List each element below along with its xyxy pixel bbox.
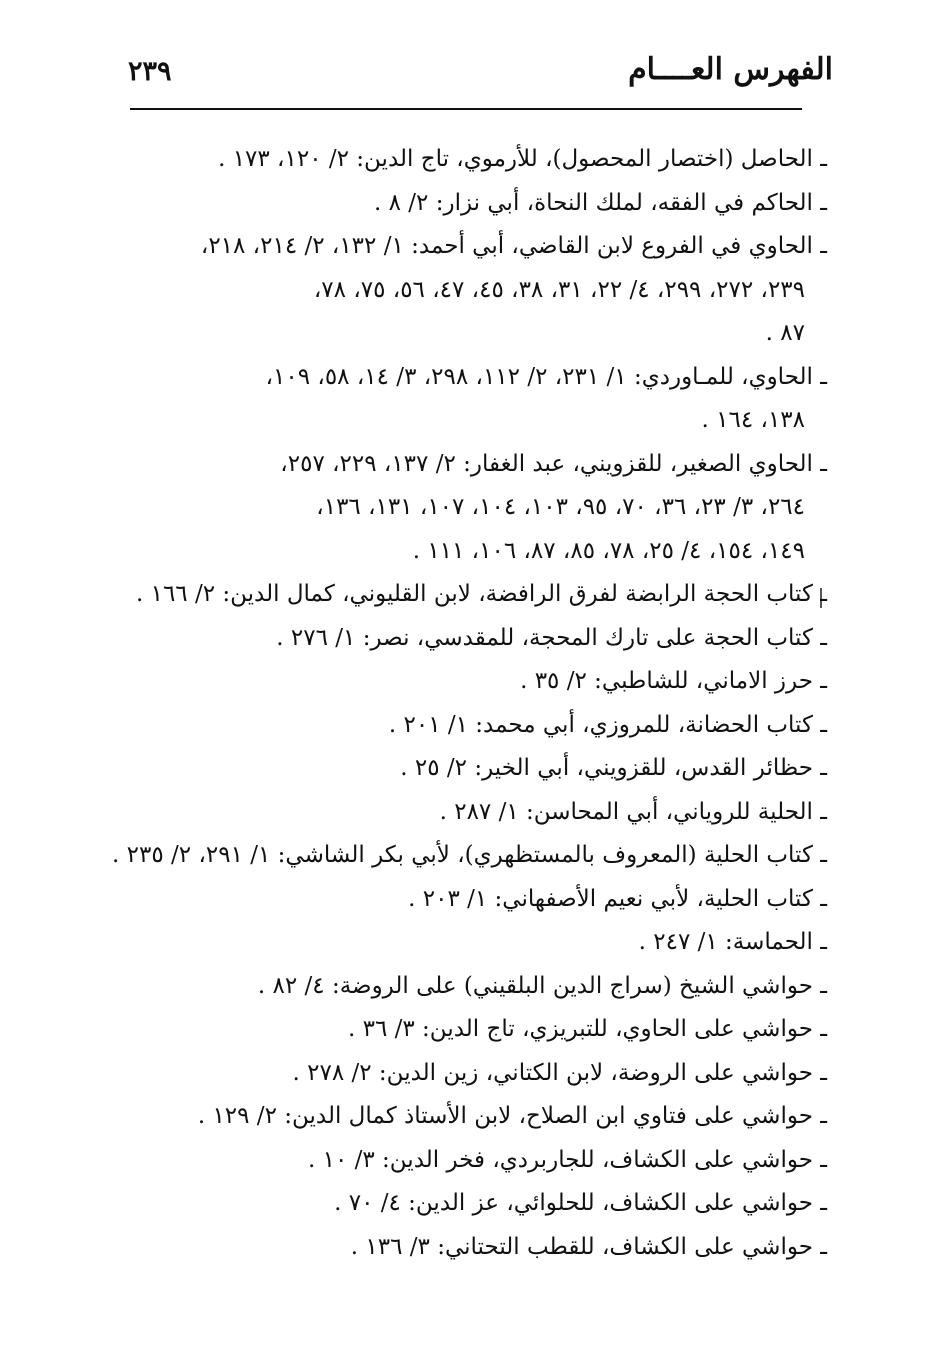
index-entry [137,356,827,443]
index-entry [137,704,827,748]
entry-line: ـ حواشي على الحاوي، للتبريزي، تاج الدين: ٣/ ٣٦ . [347,1016,827,1042]
entry-line: ـ الحاوي في الفروع لابن القاضي، أبي أحمد: ١/ ١٣٢، ٢/ ٢١٤، ٢١٨، [200,233,827,259]
running-title: الفهرس العــــام [628,52,833,87]
index-entry [137,1095,827,1139]
entry-continuation-line: ٢٦٤، ٣/ ٢٣، ٣٦، ٧٠، ٩٥، ١٠٣، ١٠٤، ١٠٧، ١٣١، ١٣٦، [316,494,805,520]
page-number: ٢٣٩ [128,56,172,87]
index-entry [137,921,827,965]
index-entry [137,965,827,1009]
entry-line: ـ كتاب الحجة على تارك المحجة، للمقدسي، نصر: ١/ ٢٧٦ . [276,624,827,651]
index-entry [112,834,827,878]
entry-line: ـ كتاب الحضانة، للمروزي، أبي محمد: ١/ ٢٠١ . [388,711,827,738]
index-entry [137,1226,827,1270]
entry-continuation-line: ١٤٩، ١٥٤، ٤/ ٢٥، ٧٨، ٨٥، ٨٧، ١٠٦، ١١١ . [412,537,805,564]
index-entry [137,791,827,835]
entry-line: ـ حواشي على الكشاف، للحلوائي، عز الدين: ٤/ ٧٠ . [334,1190,827,1216]
entry-line: ـ الحاكم في الفقه، لملك النحاة، أبي نزار: ٢/ ٨ . [374,189,827,216]
entry-continuation-line: ٨٧ . [765,320,805,346]
entry-line: ـ حواشي على الروضة، لابن الكتاني، زين الدين: ٢/ ٢٧٨ . [292,1059,827,1086]
index-entry [137,1182,827,1226]
header-rule [130,108,802,110]
entry-line: ـ حواشي الشيخ (سراج الدين البلقيني) على الروضة: ٤/ ٨٢ . [257,972,827,999]
index-entries [112,138,827,1269]
index-entry [137,1052,827,1096]
index-entry [137,617,827,661]
entry-continuation-line: ١٣٨، ١٦٤ . [701,407,805,433]
entry-line: ـ كتاب الحجة الرابضة لفرق الرافضة، لابن القليوني، كمال الدين: ٢/ ١٦٦ . [135,581,827,607]
index-entry [137,225,827,356]
entry-line: ـ حرز الاماني، للشاطبي: ٢/ ٣٥ . [520,668,827,694]
entry-line: ـ الحلية للروياني، أبي المحاسن: ١/ ٢٨٧ . [439,798,827,825]
entry-line: ـ حواشي على فتاوي ابن الصلاح، لابن الأستاذ كمال الدين: ٢/ ١٢٩ . [197,1103,827,1129]
entry-line: ـ الحاصل (اختصار المحصول)، للأرموي، تاج الدين: ٢/ ١٢٠، ١٧٣ . [218,146,827,172]
entry-continuation-line: ٢٣٩، ٢٧٢، ٢٩٩، ٤/ ٢٢، ٣١، ٣٨، ٤٥، ٤٧، ٥٦، ٧٥، ٧٨، [313,276,805,303]
index-entry [137,138,827,182]
entry-line: ـ حواشي على الكشاف، للقطب التحتاني: ٣/ ١٣٦ . [350,1233,827,1260]
index-entry [137,1139,827,1183]
entry-line: ـ كتاب الحلية (المعروف بالمستظهري)، لأبي بكر الشاشي: ١/ ٢٩١، ٢/ ٢٣٥ . [112,842,827,868]
entry-line: ـ حواشي على الكشاف، للجاربردي، فخر الدين: ٣/ ١٠ . [307,1146,827,1173]
index-entry [137,1008,827,1052]
entry-line: ـ الحماسة: ١/ ٢٤٧ . [638,929,827,955]
index-entry [137,573,827,617]
index-entry [137,660,827,704]
entry-line: ـ الحاوي الصغير، للقزويني، عبد الغفار: ٢/ ١٣٧، ٢٢٩، ٢٥٧، [280,450,827,477]
index-entry [137,443,827,574]
entry-line: ـ حظائر القدس، للقزويني، أبي الخير: ٢/ ٢٥ . [400,755,827,781]
index-entry [137,182,827,226]
index-entry [137,747,827,791]
entry-line: ـ كتاب الحلية، لأبي نعيم الأصفهاني: ١/ ٢٠٣ . [408,885,827,912]
entry-line: ـ الحاوي، للمـاوردي: ١/ ٢٣١، ٢/ ١١٢، ٢٩٨، ٣/ ١٤، ٥٨، ١٠٩، [265,363,827,390]
index-entry [137,878,827,922]
